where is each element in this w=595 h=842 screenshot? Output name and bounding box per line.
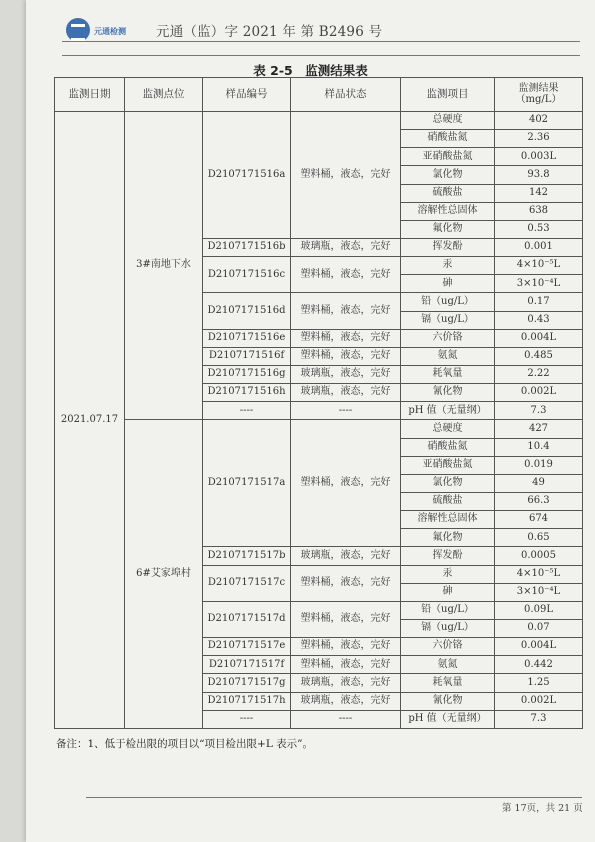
sample-id-cell: D2107171516g: [203, 365, 291, 383]
report-page: [26, 0, 595, 842]
result-cell: 2.22: [495, 365, 583, 383]
sample-state-cell: 塑料桶，液态，完好: [291, 656, 401, 674]
header-rule-2: [62, 55, 580, 56]
sample-id-cell: D2107171516h: [203, 384, 291, 402]
result-cell: 0.43: [495, 311, 583, 329]
item-cell: 氟化物: [401, 529, 495, 547]
result-cell: 66.3: [495, 492, 583, 510]
item-cell: 挥发酚: [401, 238, 495, 256]
report-number: 元通（监）字 2021 年 第 B2496 号: [156, 24, 383, 40]
sample-state-cell: 玻璃瓶，液态，完好: [291, 547, 401, 565]
result-cell: 0.002L: [495, 692, 583, 710]
result-cell: 1.25: [495, 674, 583, 692]
item-cell: 挥发酚: [401, 547, 495, 565]
item-cell: 氰化物: [401, 384, 495, 402]
sample-id-cell: D2107171517g: [203, 674, 291, 692]
item-cell: 砷: [401, 275, 495, 293]
result-cell: 10.4: [495, 438, 583, 456]
sample-id-cell: D2107171516f: [203, 347, 291, 365]
item-cell: 硝酸盐氮: [401, 130, 495, 148]
sample-id-cell: D2107171516d: [203, 293, 291, 329]
item-cell: 亚硝酸盐氮: [401, 148, 495, 166]
column-header: 样品编号: [203, 78, 291, 112]
item-cell: pH 值（无量纲）: [401, 710, 495, 728]
result-cell: 0.53: [495, 220, 583, 238]
sample-id-cell: D2107171516a: [203, 112, 291, 239]
result-cell: 402: [495, 112, 583, 130]
result-cell: 7.3: [495, 402, 583, 420]
sample-state-cell: 塑料桶，液态，完好: [291, 329, 401, 347]
result-cell: 4×10⁻⁵L: [495, 257, 583, 275]
result-cell: 7.3: [495, 710, 583, 728]
result-cell: 0.019: [495, 456, 583, 474]
result-cell: 49: [495, 474, 583, 492]
column-header: 样品状态: [291, 78, 401, 112]
result-cell: 3×10⁻⁴L: [495, 583, 583, 601]
result-cell: 3×10⁻⁴L: [495, 275, 583, 293]
footnote: 备注：1、低于检出限的项目以“项目检出限+L 表示”。: [56, 738, 314, 750]
sample-state-cell: 玻璃瓶，液态，完好: [291, 384, 401, 402]
item-cell: 氯化物: [401, 166, 495, 184]
table-title: 表 2-5 监测结果表: [253, 63, 368, 78]
item-cell: 镉（ug/L）: [401, 311, 495, 329]
sample-state-cell: 塑料桶，液态，完好: [291, 601, 401, 637]
sample-id-cell: D2107171516e: [203, 329, 291, 347]
item-cell: 总硬度: [401, 112, 495, 130]
result-cell: 0.442: [495, 656, 583, 674]
header-rule: [62, 41, 580, 42]
item-cell: 氰化物: [401, 692, 495, 710]
sample-id-cell: D2107171517d: [203, 601, 291, 637]
results-table: [54, 77, 583, 729]
result-cell: 142: [495, 184, 583, 202]
sample-id-cell: D2107171517c: [203, 565, 291, 601]
item-cell: 汞: [401, 257, 495, 275]
table-row: [55, 420, 583, 438]
sample-state-cell: 玻璃瓶，液态，完好: [291, 692, 401, 710]
result-cell: 0.07: [495, 619, 583, 637]
sample-state-cell: 玻璃瓶，液态，完好: [291, 238, 401, 256]
item-cell: 溶解性总固体: [401, 202, 495, 220]
page-number: 第 17页，共 21 页: [502, 803, 583, 814]
item-cell: 砷: [401, 583, 495, 601]
result-cell: 638: [495, 202, 583, 220]
table-body: [55, 112, 583, 729]
table-row: [55, 112, 583, 130]
result-cell: 0.002L: [495, 384, 583, 402]
item-cell: 六价铬: [401, 638, 495, 656]
item-cell: 氨氮: [401, 347, 495, 365]
sample-id-cell: D2107171516b: [203, 238, 291, 256]
sample-id-cell: D2107171517e: [203, 638, 291, 656]
sample-id-cell: D2107171516c: [203, 257, 291, 293]
sample-state-cell: 塑料桶，液态，完好: [291, 638, 401, 656]
item-cell: 硝酸盐氮: [401, 438, 495, 456]
result-cell: 0.09L: [495, 601, 583, 619]
sample-state-cell: ----: [291, 710, 401, 728]
sample-state-cell: 塑料桶，液态，完好: [291, 420, 401, 547]
result-cell: 0.003L: [495, 148, 583, 166]
item-cell: 六价铬: [401, 329, 495, 347]
item-cell: 总硬度: [401, 420, 495, 438]
column-header: 监测项目: [401, 78, 495, 112]
item-cell: 亚硝酸盐氮: [401, 456, 495, 474]
result-cell: 4×10⁻⁵L: [495, 565, 583, 583]
result-cell: 2.36: [495, 130, 583, 148]
item-cell: 铅（ug/L）: [401, 293, 495, 311]
result-cell: 0.65: [495, 529, 583, 547]
result-cell: 0.17: [495, 293, 583, 311]
item-cell: 溶解性总固体: [401, 511, 495, 529]
sample-id-cell: ----: [203, 402, 291, 420]
result-cell: 0.0005: [495, 547, 583, 565]
column-header: 监测日期: [55, 78, 125, 112]
item-cell: 氨氮: [401, 656, 495, 674]
sample-state-cell: 玻璃瓶，液态，完好: [291, 674, 401, 692]
sample-state-cell: 塑料桶，液态，完好: [291, 257, 401, 293]
site-cell: 6#艾家埠村: [125, 420, 203, 728]
sample-state-cell: 塑料桶，液态，完好: [291, 293, 401, 329]
site-cell: 3#南地下水: [125, 112, 203, 420]
item-cell: pH 值（无量纲）: [401, 402, 495, 420]
sample-id-cell: D2107171517b: [203, 547, 291, 565]
date-cell: 2021.07.17: [55, 112, 125, 729]
item-cell: 耗氧量: [401, 674, 495, 692]
column-header: 监测结果 （mg/L）: [495, 78, 583, 112]
logo-icon: [66, 18, 90, 42]
result-cell: 0.004L: [495, 638, 583, 656]
item-cell: 硫酸盐: [401, 184, 495, 202]
item-cell: 铅（ug/L）: [401, 601, 495, 619]
sample-id-cell: D2107171517a: [203, 420, 291, 547]
result-cell: 0.004L: [495, 329, 583, 347]
column-header: 监测点位: [125, 78, 203, 112]
sample-id-cell: ----: [203, 710, 291, 728]
sample-state-cell: 玻璃瓶，液态，完好: [291, 365, 401, 383]
result-cell: 0.001: [495, 238, 583, 256]
footer-rule: [86, 797, 582, 798]
item-cell: 镉（ug/L）: [401, 619, 495, 637]
result-cell: 93.8: [495, 166, 583, 184]
sample-state-cell: 塑料桶，液态，完好: [291, 565, 401, 601]
result-cell: 0.485: [495, 347, 583, 365]
sample-state-cell: 塑料桶，液态，完好: [291, 347, 401, 365]
result-cell: 674: [495, 511, 583, 529]
sample-id-cell: D2107171517h: [203, 692, 291, 710]
sample-state-cell: ----: [291, 402, 401, 420]
sample-state-cell: 塑料桶，液态，完好: [291, 112, 401, 239]
item-cell: 耗氧量: [401, 365, 495, 383]
item-cell: 汞: [401, 565, 495, 583]
item-cell: 硫酸盐: [401, 492, 495, 510]
item-cell: 氯化物: [401, 474, 495, 492]
item-cell: 氟化物: [401, 220, 495, 238]
table-header-row: [55, 78, 583, 112]
result-cell: 427: [495, 420, 583, 438]
logo-text: 元通检测: [94, 27, 126, 36]
sample-id-cell: D2107171517f: [203, 656, 291, 674]
